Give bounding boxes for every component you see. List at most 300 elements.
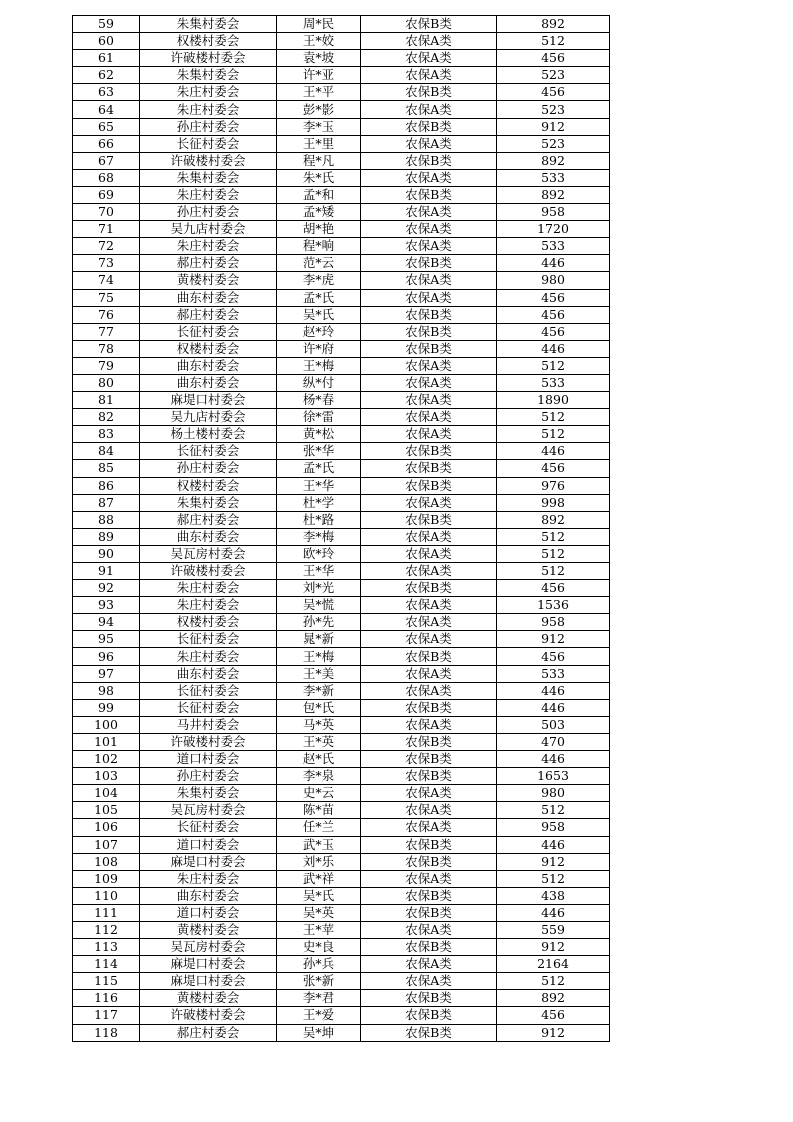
row-number-cell: 84	[73, 443, 140, 460]
insurance-type-cell: 农保A类	[361, 33, 497, 50]
row-number-cell: 91	[73, 563, 140, 580]
insurance-type-cell: 农保A类	[361, 870, 497, 887]
table-row	[73, 802, 610, 819]
name-cell: 程*响	[277, 238, 361, 255]
amount-cell: 533	[497, 665, 610, 682]
name-cell: 陈*苗	[277, 802, 361, 819]
insurance-type-cell: 农保A类	[361, 289, 497, 306]
insurance-type-cell: 农保B类	[361, 511, 497, 528]
village-cell: 长征村委会	[140, 631, 277, 648]
insurance-type-cell: 农保B类	[361, 1024, 497, 1041]
name-cell: 纵*付	[277, 374, 361, 391]
name-cell: 许*府	[277, 340, 361, 357]
row-number-cell: 80	[73, 374, 140, 391]
name-cell: 孙*兵	[277, 956, 361, 973]
amount-cell: 892	[497, 152, 610, 169]
village-cell: 朱庄村委会	[140, 580, 277, 597]
insurance-type-cell: 农保A类	[361, 221, 497, 238]
table-row	[73, 409, 610, 426]
village-cell: 马井村委会	[140, 716, 277, 733]
name-cell: 王*梅	[277, 357, 361, 374]
name-cell: 史*良	[277, 939, 361, 956]
table-row	[73, 648, 610, 665]
name-cell: 王*英	[277, 733, 361, 750]
amount-cell: 456	[497, 306, 610, 323]
village-cell: 道口村委会	[140, 836, 277, 853]
table-row	[73, 289, 610, 306]
row-number-cell: 108	[73, 853, 140, 870]
name-cell: 周*民	[277, 16, 361, 33]
village-cell: 麻堤口村委会	[140, 392, 277, 409]
name-cell: 包*氏	[277, 699, 361, 716]
name-cell: 张*华	[277, 443, 361, 460]
table-row	[73, 733, 610, 750]
village-cell: 麻堤口村委会	[140, 973, 277, 990]
table-row	[73, 819, 610, 836]
table-row	[73, 887, 610, 904]
amount-cell: 512	[497, 545, 610, 562]
village-cell: 朱庄村委会	[140, 648, 277, 665]
name-cell: 袁*坡	[277, 50, 361, 67]
table-row	[73, 340, 610, 357]
insurance-type-cell: 农保B类	[361, 306, 497, 323]
table-row	[73, 204, 610, 221]
amount-cell: 976	[497, 477, 610, 494]
amount-cell: 456	[497, 323, 610, 340]
row-number-cell: 87	[73, 494, 140, 511]
insurance-type-cell: 农保A类	[361, 631, 497, 648]
name-cell: 孟*和	[277, 186, 361, 203]
row-number-cell: 92	[73, 580, 140, 597]
table-row	[73, 323, 610, 340]
village-cell: 长征村委会	[140, 819, 277, 836]
table-row	[73, 67, 610, 84]
village-cell: 曲东村委会	[140, 665, 277, 682]
insurance-type-cell: 农保B类	[361, 186, 497, 203]
village-cell: 朱集村委会	[140, 169, 277, 186]
village-cell: 道口村委会	[140, 751, 277, 768]
name-cell: 孙*先	[277, 614, 361, 631]
village-cell: 朱集村委会	[140, 16, 277, 33]
row-number-cell: 90	[73, 545, 140, 562]
row-number-cell: 103	[73, 768, 140, 785]
row-number-cell: 77	[73, 323, 140, 340]
name-cell: 程*凡	[277, 152, 361, 169]
table-row	[73, 426, 610, 443]
insurance-type-cell: 农保B类	[361, 751, 497, 768]
table-row	[73, 221, 610, 238]
insurance-type-cell: 农保B类	[361, 939, 497, 956]
name-cell: 吴*英	[277, 904, 361, 921]
row-number-cell: 107	[73, 836, 140, 853]
row-number-cell: 59	[73, 16, 140, 33]
amount-cell: 980	[497, 785, 610, 802]
name-cell: 武*祥	[277, 870, 361, 887]
amount-cell: 892	[497, 16, 610, 33]
row-number-cell: 102	[73, 751, 140, 768]
table-row	[73, 33, 610, 50]
name-cell: 史*云	[277, 785, 361, 802]
row-number-cell: 65	[73, 118, 140, 135]
table-row	[73, 973, 610, 990]
insurance-type-cell: 农保A类	[361, 614, 497, 631]
amount-cell: 523	[497, 67, 610, 84]
amount-cell: 1536	[497, 597, 610, 614]
amount-cell: 980	[497, 272, 610, 289]
name-cell: 李*君	[277, 990, 361, 1007]
table-row	[73, 135, 610, 152]
name-cell: 张*新	[277, 973, 361, 990]
row-number-cell: 68	[73, 169, 140, 186]
insurance-type-cell: 农保B类	[361, 118, 497, 135]
insurance-type-cell: 农保B类	[361, 836, 497, 853]
amount-cell: 892	[497, 990, 610, 1007]
amount-cell: 958	[497, 614, 610, 631]
row-number-cell: 81	[73, 392, 140, 409]
row-number-cell: 115	[73, 973, 140, 990]
name-cell: 李*玉	[277, 118, 361, 135]
name-cell: 徐*雷	[277, 409, 361, 426]
amount-cell: 892	[497, 186, 610, 203]
village-cell: 许破楼村委会	[140, 733, 277, 750]
row-number-cell: 112	[73, 921, 140, 938]
village-cell: 长征村委会	[140, 135, 277, 152]
insurance-type-cell: 农保A类	[361, 545, 497, 562]
table-row	[73, 528, 610, 545]
insurance-type-cell: 农保B类	[361, 477, 497, 494]
village-cell: 朱庄村委会	[140, 238, 277, 255]
amount-cell: 1890	[497, 392, 610, 409]
village-cell: 许破楼村委会	[140, 50, 277, 67]
row-number-cell: 71	[73, 221, 140, 238]
row-number-cell: 72	[73, 238, 140, 255]
village-cell: 黄楼村委会	[140, 990, 277, 1007]
amount-cell: 912	[497, 853, 610, 870]
row-number-cell: 100	[73, 716, 140, 733]
table-row	[73, 904, 610, 921]
name-cell: 杜*路	[277, 511, 361, 528]
row-number-cell: 70	[73, 204, 140, 221]
amount-cell: 446	[497, 751, 610, 768]
row-number-cell: 62	[73, 67, 140, 84]
insurance-type-cell: 农保B类	[361, 255, 497, 272]
table-row	[73, 751, 610, 768]
amount-cell: 912	[497, 118, 610, 135]
insurance-type-cell: 农保A类	[361, 563, 497, 580]
insurance-type-cell: 农保B类	[361, 460, 497, 477]
table-row	[73, 614, 610, 631]
name-cell: 杜*学	[277, 494, 361, 511]
insurance-type-cell: 农保A类	[361, 973, 497, 990]
insurance-type-cell: 农保B类	[361, 990, 497, 1007]
village-cell: 权楼村委会	[140, 340, 277, 357]
amount-cell: 446	[497, 699, 610, 716]
village-cell: 郝庄村委会	[140, 1024, 277, 1041]
insurance-type-cell: 农保B类	[361, 1007, 497, 1024]
name-cell: 马*英	[277, 716, 361, 733]
insurance-type-cell: 农保B类	[361, 887, 497, 904]
insurance-type-cell: 农保A类	[361, 802, 497, 819]
village-cell: 麻堤口村委会	[140, 956, 277, 973]
village-cell: 许破楼村委会	[140, 563, 277, 580]
name-cell: 王*里	[277, 135, 361, 152]
table-row	[73, 101, 610, 118]
insurance-type-cell: 农保A类	[361, 135, 497, 152]
row-number-cell: 63	[73, 84, 140, 101]
name-cell: 武*玉	[277, 836, 361, 853]
amount-cell: 912	[497, 1024, 610, 1041]
name-cell: 吴*氏	[277, 887, 361, 904]
name-cell: 孟*矮	[277, 204, 361, 221]
row-number-cell: 105	[73, 802, 140, 819]
row-number-cell: 99	[73, 699, 140, 716]
village-cell: 孙庄村委会	[140, 118, 277, 135]
insurance-type-cell: 农保B类	[361, 853, 497, 870]
row-number-cell: 64	[73, 101, 140, 118]
name-cell: 王*梅	[277, 648, 361, 665]
name-cell: 王*姣	[277, 33, 361, 50]
insurance-type-cell: 农保A类	[361, 50, 497, 67]
amount-cell: 456	[497, 648, 610, 665]
name-cell: 胡*艳	[277, 221, 361, 238]
table-row	[73, 716, 610, 733]
table-row	[73, 580, 610, 597]
village-cell: 许破楼村委会	[140, 152, 277, 169]
insurance-type-cell: 农保B类	[361, 699, 497, 716]
row-number-cell: 116	[73, 990, 140, 1007]
amount-cell: 512	[497, 426, 610, 443]
name-cell: 王*美	[277, 665, 361, 682]
amount-cell: 512	[497, 802, 610, 819]
row-number-cell: 76	[73, 306, 140, 323]
amount-cell: 456	[497, 289, 610, 306]
insurance-type-cell: 农保A类	[361, 785, 497, 802]
village-cell: 曲东村委会	[140, 374, 277, 391]
village-cell: 孙庄村委会	[140, 768, 277, 785]
amount-cell: 446	[497, 904, 610, 921]
village-cell: 郝庄村委会	[140, 255, 277, 272]
insurance-type-cell: 农保B类	[361, 648, 497, 665]
row-number-cell: 111	[73, 904, 140, 921]
village-cell: 曲东村委会	[140, 528, 277, 545]
name-cell: 李*梅	[277, 528, 361, 545]
table-row	[73, 511, 610, 528]
table-row	[73, 443, 610, 460]
village-cell: 朱庄村委会	[140, 597, 277, 614]
row-number-cell: 114	[73, 956, 140, 973]
village-cell: 曲东村委会	[140, 357, 277, 374]
row-number-cell: 117	[73, 1007, 140, 1024]
table-row	[73, 768, 610, 785]
insurance-type-cell: 农保A类	[361, 357, 497, 374]
name-cell: 赵*氏	[277, 751, 361, 768]
table-body	[73, 16, 610, 1042]
amount-cell: 446	[497, 682, 610, 699]
amount-cell: 512	[497, 528, 610, 545]
table-row	[73, 169, 610, 186]
table-row	[73, 836, 610, 853]
table-row	[73, 699, 610, 716]
village-cell: 长征村委会	[140, 443, 277, 460]
village-cell: 道口村委会	[140, 904, 277, 921]
name-cell: 刘*光	[277, 580, 361, 597]
table-row	[73, 785, 610, 802]
village-cell: 朱庄村委会	[140, 186, 277, 203]
row-number-cell: 98	[73, 682, 140, 699]
insurance-type-cell: 农保B类	[361, 904, 497, 921]
table-row	[73, 84, 610, 101]
row-number-cell: 73	[73, 255, 140, 272]
row-number-cell: 89	[73, 528, 140, 545]
name-cell: 王*爱	[277, 1007, 361, 1024]
amount-cell: 1653	[497, 768, 610, 785]
amount-cell: 512	[497, 357, 610, 374]
table-row	[73, 1007, 610, 1024]
name-cell: 范*云	[277, 255, 361, 272]
insurance-type-cell: 农保A类	[361, 392, 497, 409]
amount-cell: 456	[497, 84, 610, 101]
row-number-cell: 75	[73, 289, 140, 306]
village-cell: 吴瓦房村委会	[140, 939, 277, 956]
name-cell: 李*泉	[277, 768, 361, 785]
village-cell: 长征村委会	[140, 682, 277, 699]
amount-cell: 512	[497, 409, 610, 426]
name-cell: 王*平	[277, 84, 361, 101]
amount-cell: 523	[497, 101, 610, 118]
data-table	[72, 15, 610, 1042]
amount-cell: 446	[497, 340, 610, 357]
village-cell: 朱庄村委会	[140, 84, 277, 101]
table-row	[73, 50, 610, 67]
village-cell: 黄楼村委会	[140, 921, 277, 938]
insurance-type-cell: 农保A类	[361, 409, 497, 426]
name-cell: 许*亚	[277, 67, 361, 84]
table-row	[73, 460, 610, 477]
amount-cell: 470	[497, 733, 610, 750]
table-row	[73, 16, 610, 33]
row-number-cell: 94	[73, 614, 140, 631]
insurance-type-cell: 农保A类	[361, 426, 497, 443]
village-cell: 吴九店村委会	[140, 409, 277, 426]
name-cell: 赵*玲	[277, 323, 361, 340]
village-cell: 长征村委会	[140, 699, 277, 716]
row-number-cell: 78	[73, 340, 140, 357]
insurance-type-cell: 农保B类	[361, 152, 497, 169]
row-number-cell: 74	[73, 272, 140, 289]
insurance-type-cell: 农保A类	[361, 956, 497, 973]
village-cell: 朱集村委会	[140, 67, 277, 84]
row-number-cell: 67	[73, 152, 140, 169]
table-row	[73, 631, 610, 648]
table-row	[73, 392, 610, 409]
amount-cell: 998	[497, 494, 610, 511]
insurance-type-cell: 农保B类	[361, 340, 497, 357]
insurance-type-cell: 农保B类	[361, 580, 497, 597]
amount-cell: 512	[497, 33, 610, 50]
name-cell: 孟*氏	[277, 289, 361, 306]
village-cell: 麻堤口村委会	[140, 853, 277, 870]
table-row	[73, 152, 610, 169]
row-number-cell: 85	[73, 460, 140, 477]
insurance-type-cell: 农保A类	[361, 238, 497, 255]
table-row	[73, 255, 610, 272]
amount-cell: 533	[497, 374, 610, 391]
name-cell: 任*兰	[277, 819, 361, 836]
name-cell: 晁*新	[277, 631, 361, 648]
insurance-type-cell: 农保A类	[361, 169, 497, 186]
name-cell: 刘*乐	[277, 853, 361, 870]
table-row	[73, 597, 610, 614]
amount-cell: 512	[497, 973, 610, 990]
name-cell: 李*虎	[277, 272, 361, 289]
row-number-cell: 86	[73, 477, 140, 494]
amount-cell: 456	[497, 460, 610, 477]
insurance-type-cell: 农保A类	[361, 67, 497, 84]
village-cell: 郝庄村委会	[140, 306, 277, 323]
name-cell: 杨*春	[277, 392, 361, 409]
amount-cell: 456	[497, 50, 610, 67]
row-number-cell: 97	[73, 665, 140, 682]
amount-cell: 446	[497, 836, 610, 853]
village-cell: 杨土楼村委会	[140, 426, 277, 443]
name-cell: 王*华	[277, 477, 361, 494]
name-cell: 孟*氏	[277, 460, 361, 477]
amount-cell: 912	[497, 631, 610, 648]
name-cell: 欧*玲	[277, 545, 361, 562]
insurance-type-cell: 农保A类	[361, 204, 497, 221]
village-cell: 吴瓦房村委会	[140, 545, 277, 562]
village-cell: 朱集村委会	[140, 494, 277, 511]
row-number-cell: 66	[73, 135, 140, 152]
insurance-type-cell: 农保A类	[361, 665, 497, 682]
row-number-cell: 101	[73, 733, 140, 750]
insurance-type-cell: 农保B类	[361, 768, 497, 785]
insurance-type-cell: 农保A类	[361, 101, 497, 118]
name-cell: 吴*慌	[277, 597, 361, 614]
table-row	[73, 563, 610, 580]
amount-cell: 958	[497, 819, 610, 836]
insurance-type-cell: 农保B类	[361, 443, 497, 460]
village-cell: 黄楼村委会	[140, 272, 277, 289]
table-row	[73, 374, 610, 391]
name-cell: 吴*坤	[277, 1024, 361, 1041]
amount-cell: 892	[497, 511, 610, 528]
table-row	[73, 870, 610, 887]
amount-cell: 512	[497, 563, 610, 580]
amount-cell: 533	[497, 238, 610, 255]
insurance-type-cell: 农保B类	[361, 84, 497, 101]
amount-cell: 503	[497, 716, 610, 733]
name-cell: 王*苹	[277, 921, 361, 938]
row-number-cell: 93	[73, 597, 140, 614]
row-number-cell: 88	[73, 511, 140, 528]
table-row	[73, 118, 610, 135]
insurance-type-cell: 农保B类	[361, 323, 497, 340]
insurance-type-cell: 农保B类	[361, 16, 497, 33]
village-cell: 朱庄村委会	[140, 870, 277, 887]
row-number-cell: 82	[73, 409, 140, 426]
insurance-type-cell: 农保A类	[361, 374, 497, 391]
row-number-cell: 95	[73, 631, 140, 648]
village-cell: 曲东村委会	[140, 289, 277, 306]
row-number-cell: 79	[73, 357, 140, 374]
row-number-cell: 104	[73, 785, 140, 802]
name-cell: 彭*影	[277, 101, 361, 118]
table-row	[73, 357, 610, 374]
village-cell: 权楼村委会	[140, 33, 277, 50]
amount-cell: 2164	[497, 956, 610, 973]
table-row	[73, 921, 610, 938]
